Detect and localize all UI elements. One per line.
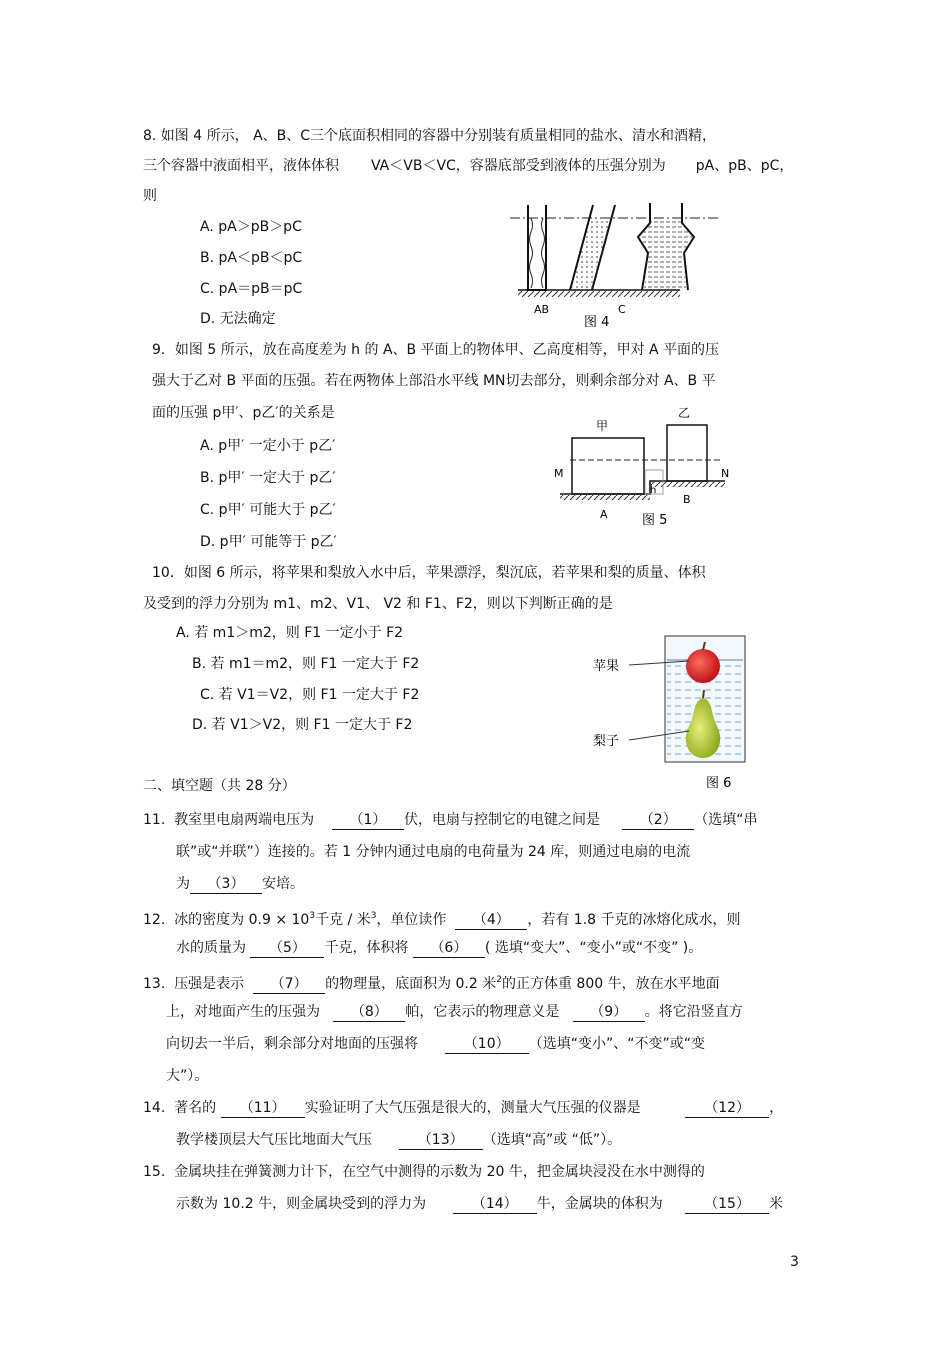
section-2-title: 二、填空题（共 28 分）: [143, 778, 296, 794]
q8-line-1: 8. 如图 4 所示， A、B、C三个底面积相同的容器中分别装有质量相同的盐水、清水和酒精，: [143, 128, 717, 144]
blank-8[interactable]: （8）: [333, 1003, 405, 1022]
blank-5[interactable]: （5）: [250, 939, 324, 958]
q13-line-2: 上，对地面产生的压强为 （8） 帕，它表示的物理意义是 （9） 。将它沿竖直方: [166, 1004, 743, 1020]
fig6-caption: 图 6: [706, 776, 732, 791]
q8-option-b: B. pA＜pB＜pC: [200, 250, 303, 266]
q13-line-4: 大”）。: [166, 1068, 209, 1084]
q14-line-2: 教学楼顶层大气压比地面大气压 （13） （选填“高”或 “低”）。: [176, 1132, 622, 1148]
fig5-label-jia: 甲: [596, 419, 609, 433]
blank-9[interactable]: （9）: [573, 1003, 645, 1022]
q9-option-a: A. p甲′ 一定小于 p乙′: [200, 438, 336, 454]
q12-line-2: 水的质量为 （5） 千克，体积将 （6） ( 选填“变大”、“变小”或“不变” )。: [176, 940, 703, 956]
blank-3[interactable]: （3）: [190, 875, 262, 894]
q9-line-2: 强大于乙对 B 平面的压强。若在两物体上部沿水平线 MN切去部分，则剩余部分对 A、B 平: [152, 373, 716, 389]
blank-10[interactable]: （10）: [445, 1035, 529, 1054]
q8-option-a: A. pA＞pB＞pC: [200, 219, 302, 235]
q9-option-b: B. p甲′ 一定大于 p乙′: [200, 470, 336, 486]
q10-option-d: D. 若 V1＞V2，则 F1 一定大于 F2: [192, 717, 413, 733]
q12-line-1: 12. 冰的密度为 $0.9 \times 10^3$千克 / 米$^3$，单位读作 （4） ，若有 1.8 千克的冰熔化成水，则: [143, 911, 741, 928]
q10-option-b: B. 若 m1＝m2，则 F1 一定大于 F2: [192, 656, 420, 672]
fig4-label-c: C: [618, 303, 626, 316]
q15-line-2: 示数为 10.2 牛，则金属块受到的浮力为 （14） 牛，金属块的体积为 （15） 米: [176, 1196, 784, 1212]
fig4-caption: 图 4: [584, 315, 610, 330]
blank-7[interactable]: （7）: [253, 975, 325, 994]
q13-line-3: 向切去一半后，剩余部分对地面的压强将 （10） （选填“变小”、“不变”或“变: [166, 1036, 705, 1052]
q9-option-c: C. p甲′ 可能大于 p乙′: [200, 502, 336, 518]
q13-line-1: 13. 压强是表示 （7） 的物理量，底面积为 0.2 米$^2$的正方体重 800 牛，放在水平地面: [143, 975, 720, 992]
fig5-label-b: B: [683, 493, 691, 506]
blank-14[interactable]: （14）: [453, 1195, 537, 1214]
blank-2[interactable]: （2）: [622, 811, 694, 830]
fig5-caption: 图 5: [642, 513, 668, 528]
q15-line-1: 15. 金属块挂在弹簧测力计下，在空气中测得的示数为 20 牛，把金属块浸没在水中测得的: [143, 1164, 705, 1180]
q10-line-1: 10．如图 6 所示，将苹果和梨放入水中后，苹果漂浮，梨沉底，若苹果和梨的质量、体积: [152, 565, 706, 581]
q9-line-3: 面的压强 p甲′、p乙′的关系是: [152, 405, 335, 421]
figure-4: [510, 195, 730, 335]
q8-line-2: 三个容器中液面相平，液体体积 VA＜VB＜VC，容器底部受到液体的压强分别为 pA、pB、pC，: [143, 158, 794, 174]
fig5-label-yi: 乙: [678, 406, 691, 420]
blank-12[interactable]: （12）: [685, 1099, 769, 1118]
figure-6: [585, 630, 755, 800]
q10-line-2: 及受到的浮力分别为 m1、m2、V1、 V2 和 F1、F2，则以下判断正确的是: [143, 596, 613, 612]
q11-line-2: 联”或“并联”）连接的。若 1 分钟内通过电扇的电荷量为 24 库，则通过电扇的电流: [176, 844, 691, 860]
figure-5: [550, 400, 740, 530]
fig4-label-ab: AB: [534, 303, 550, 316]
fig5-label-a: A: [600, 508, 608, 521]
fig5-label-m: M: [554, 467, 564, 480]
blank-1[interactable]: （1）: [332, 811, 404, 830]
fig5-label-n: N: [721, 467, 730, 480]
q10-option-a: A. 若 m1＞m2，则 F1 一定小于 F2: [176, 625, 404, 641]
fig5-label-h: h: [650, 485, 657, 496]
blank-4[interactable]: （4）: [455, 911, 527, 930]
q8-line-3: 则: [143, 188, 157, 204]
q9-line-1: 9．如图 5 所示，放在高度差为 h 的 A、B 平面上的物体甲、乙高度相等，甲对 A 平面的压: [152, 342, 720, 358]
blank-11[interactable]: （11）: [221, 1099, 305, 1118]
q10-option-c: C. 若 V1＝V2，则 F1 一定大于 F2: [200, 687, 420, 703]
page-number: 3: [790, 1254, 799, 1270]
q9-option-d: D. p甲′ 可能等于 p乙′: [200, 534, 337, 550]
blank-13[interactable]: （13）: [399, 1131, 483, 1150]
q8-option-d: D. 无法确定: [200, 311, 276, 327]
fig6-label-apple: 苹果: [593, 659, 620, 674]
q11-line-3: 为 （3） 安培。: [176, 876, 304, 892]
q11-line-1: 11. 教室里电扇两端电压为 （1） 伏，电扇与控制它的电键之间是 （2） （选填“串: [143, 812, 758, 828]
blank-15[interactable]: （15）: [685, 1195, 769, 1214]
q14-line-1: 14. 著名的 （11） 实验证明了大气压强是很大的，测量大气压强的仪器是 （12） ，: [143, 1100, 784, 1116]
q8-option-c: C. pA＝pB＝pC: [200, 281, 303, 297]
blank-6[interactable]: （6）: [413, 939, 485, 958]
fig6-label-pear: 梨子: [593, 734, 620, 749]
